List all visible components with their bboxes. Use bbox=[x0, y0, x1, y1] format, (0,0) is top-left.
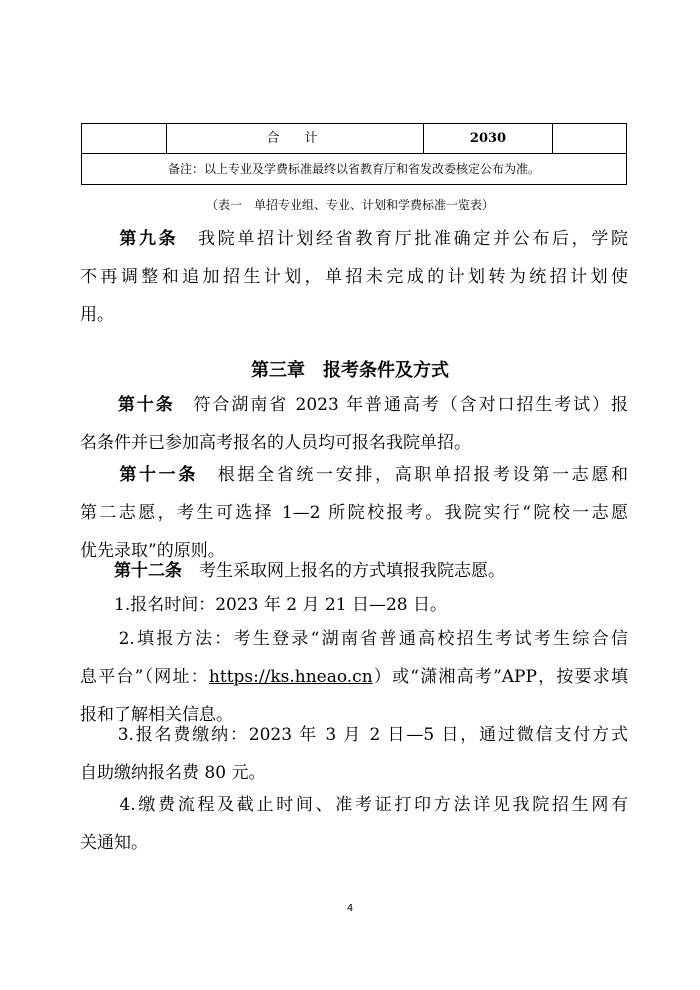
item-1-line bbox=[80, 586, 628, 624]
item-2-line: 报和了解相关信息。 bbox=[80, 705, 233, 725]
article-9-line: 不再调整和追加招生计划，单招未完成的计划转为统招计划使 bbox=[80, 267, 628, 287]
total-value: 2030 bbox=[469, 131, 507, 146]
chapter-title: 第三章 报考条件及方式 bbox=[251, 360, 449, 381]
article-10-title: 第十条 bbox=[117, 395, 175, 415]
item-4-line: 关通知。 bbox=[80, 833, 148, 853]
article-9-title: 第九条 bbox=[119, 229, 179, 249]
article-12-text: 考生采取网上报名的方式填报我院志愿。 bbox=[199, 561, 505, 581]
article-11-text: 根据全省统一安排，高职单招报考设第一志愿和 bbox=[217, 465, 629, 485]
article-9-line bbox=[80, 220, 628, 258]
table-total-row bbox=[82, 124, 626, 154]
article-10 bbox=[80, 386, 628, 462]
article-9 bbox=[80, 220, 628, 334]
article-12 bbox=[80, 552, 628, 590]
article-11-line: 第二志愿，考生可选择 1—2 所院校报考。我院实行“院校一志愿 bbox=[80, 503, 628, 523]
item-2-text: 息平台”（网址： bbox=[80, 667, 209, 687]
plan-table bbox=[81, 123, 627, 185]
item-2-line bbox=[80, 658, 628, 696]
article-9-line: 用。 bbox=[80, 305, 114, 325]
item-4-text: 4.缴费流程及截止时间、准考证打印方法详见我院招生网有 bbox=[119, 795, 629, 815]
item-4 bbox=[80, 786, 628, 862]
item-2-line bbox=[80, 620, 628, 658]
item-3-line: 自助缴纳报名费 80 元。 bbox=[80, 763, 266, 783]
article-12-line bbox=[80, 552, 628, 590]
item-4-line bbox=[80, 786, 628, 824]
article-12-title: 第十二条 bbox=[114, 561, 182, 581]
table-divider bbox=[552, 124, 553, 154]
item-2-text: 2.填报方法：考生登录“湖南省普通高校招生考试考生综合信 bbox=[118, 629, 628, 649]
article-10-line bbox=[80, 386, 628, 424]
item-3 bbox=[80, 716, 628, 792]
article-11-line: 优先录取”的原则。 bbox=[80, 541, 225, 561]
item-2-text: ）或“潇湘高考”APP，按要求填 bbox=[372, 667, 628, 687]
item-3-line bbox=[80, 716, 628, 754]
item-1 bbox=[80, 586, 628, 624]
article-11-title: 第十一条 bbox=[119, 465, 199, 485]
table-caption: （表一 单招专业组、专业、计划和学费标准一览表） bbox=[205, 198, 494, 212]
article-10-line: 名条件并已参加高考报名的人员均可报名我院单招。 bbox=[80, 433, 471, 453]
total-label: 合 计 bbox=[266, 131, 324, 146]
article-11-line bbox=[80, 456, 628, 494]
page-number: 4 bbox=[346, 903, 354, 914]
article-9-text: 我院单招计划经省教育厅批准确定并公布后，学院 bbox=[198, 229, 629, 249]
table-note: 备注：以上专业及学费标准最终以省教育厅和省发改委核定公布为准。 bbox=[167, 162, 540, 176]
website-link[interactable]: https://ks.hneao.cn bbox=[208, 667, 373, 687]
item-1-text: 1.报名时间：2023 年 2 月 21 日—28 日。 bbox=[114, 595, 447, 615]
article-10-text: 符合湖南省 2023 年普通高考（含对口招生考试）报 bbox=[193, 395, 629, 415]
item-3-text: 3.报名费缴纳：2023 年 3 月 2 日—5 日，通过微信支付方式 bbox=[117, 725, 629, 745]
